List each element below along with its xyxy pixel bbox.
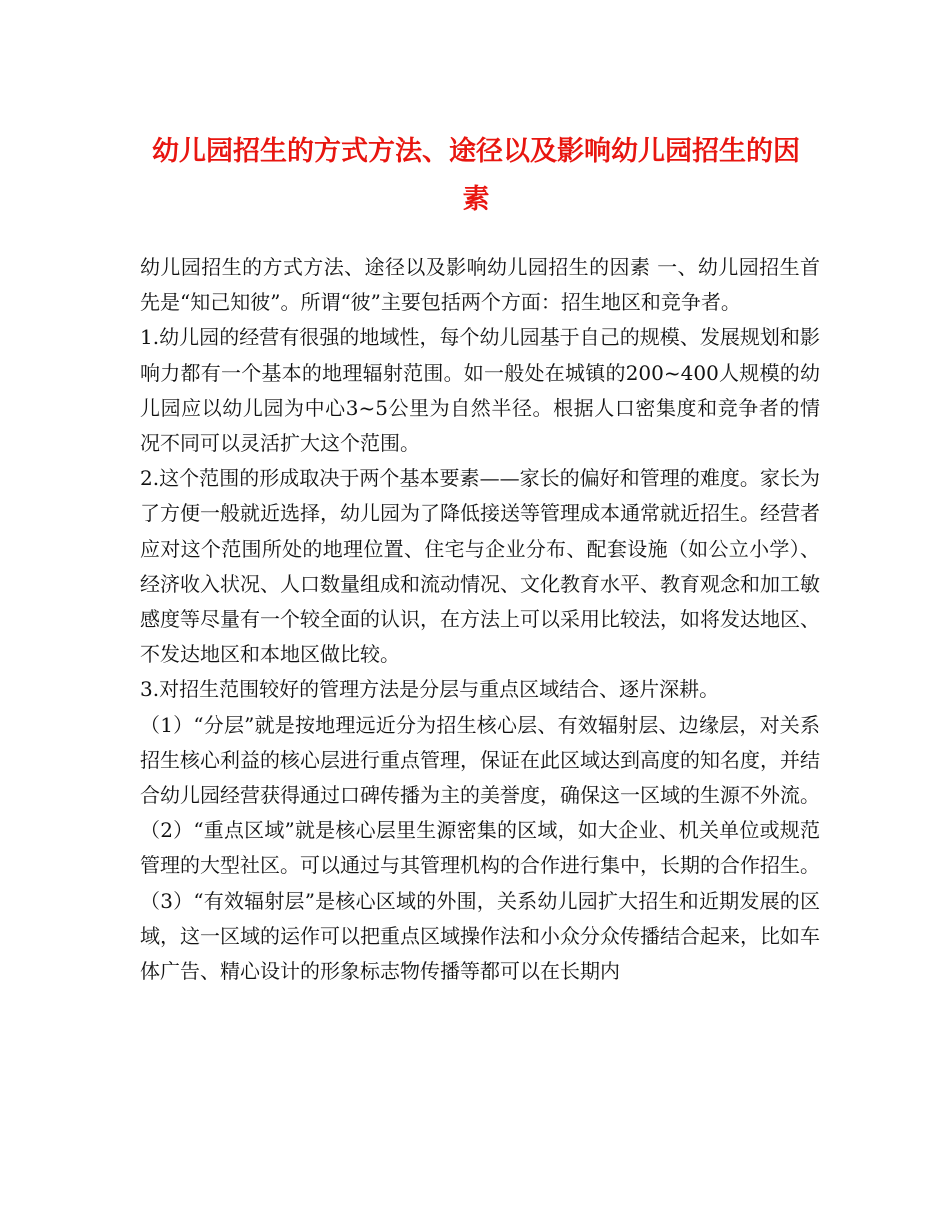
paragraph-3-2: （2）“重点区域”就是核心层里生源密集的区域，如大企业、机关单位或规范管理的大型社区。可以通过与其管理机构的合作进行集中，长期的合作招生。 [140,818,820,878]
paragraph-intro: 幼儿园招生的方式方法、途径以及影响幼儿园招生的因素 一、幼儿园招生首先是“知己知彼”。所谓“彼”主要包括两个方面：招生地区和竞争者。 [140,255,820,315]
document-title: 幼儿园招生的方式方法、途径以及影响幼儿园招生的因素 [152,136,800,215]
paragraph-3: 3.对招生范围较好的管理方法是分层与重点区域结合、逐片深耕。 [140,677,720,702]
paragraph-3-1: （1）“分层”就是按地理远近分为招生核心层、有效辐射层、边缘层，对关系招生核心利益的核心层进行重点管理，保证在此区域达到高度的知名度，并结合幼儿园经营获得通过口碑传播为主的美誉度，确保这一区域的生源不外流。 [140,712,820,808]
paragraph-1: 1.幼儿园的经营有很强的地域性，每个幼儿园基于自己的规模、发展规划和影响力都有一个基本的地理辐射范围。如一般处在城镇的200~400人规模的幼儿园应以幼儿园为中心3~5公里为自然半径。根据人口密集度和竞争者的情况不同可以灵活扩大这个范围。 [140,325,820,456]
document-body [140,250,820,989]
paragraph-2: 2.这个范围的形成取决于两个基本要素——家长的偏好和管理的难度。家长为了方便一般就近选择，幼儿园为了降低接送等管理成本通常就近招生。经营者应对这个范围所处的地理位置、住宅与企业分布、配套设施（如公立小学）、经济收入状况、人口数量组成和流动情况、文化教育水平、教育观念和加工敏感度等尽量有一个较全面的认识，在方法上可以采用比较法，如将发达地区、不发达地区和本地区做比较。 [140,466,820,667]
paragraph-3-3: （3）“有效辐射层”是核心区域的外围，关系幼儿园扩大招生和近期发展的区域，这一区域的运作可以把重点区域操作法和小众分众传播结合起来，比如车体广告、精心设计的形象标志物传播等都可以在长期内 [140,888,820,984]
